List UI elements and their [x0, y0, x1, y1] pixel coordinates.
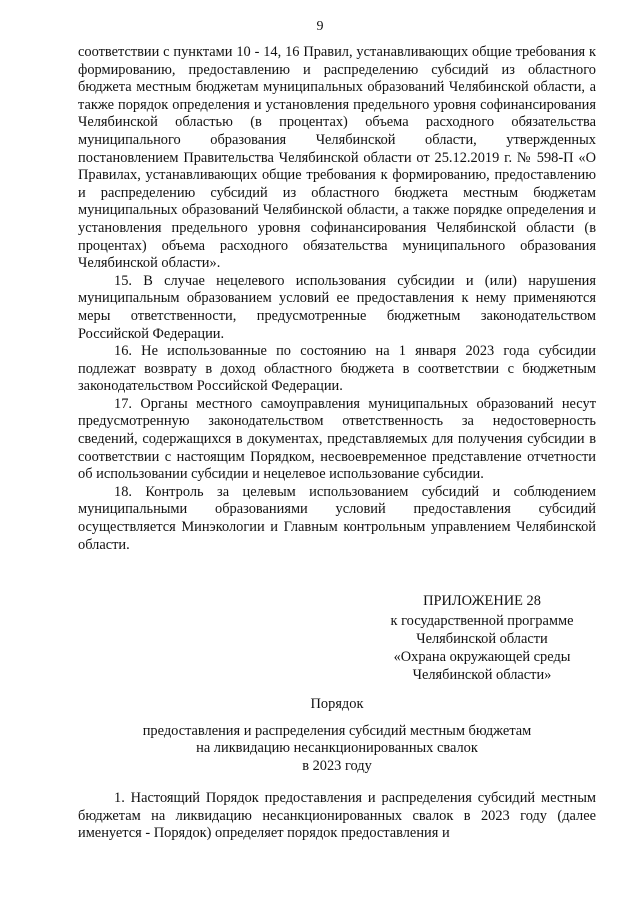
paragraph-continuation: соответствии с пунктами 10 - 14, 16 Правил, устанавливающих общие требования к формированию, предоставлению и распределению субсидий из областного бюджета местным бюджетам муниципальных образований Челябинской области, а также порядок определения и установления предельного уровня софинансирования Челябинской областью (в процентах) объема расходного обязательства муниципального образования Челябинской области, утвержденных постановлением Правительства Челябинской области от 25.12.2019 г. № 598-П «О Правилах, устанавливающих общие требования к формированию, предоставлению и распределению субсидий из областного бюджета местным бюджетам муниципальных образований Челябинской области, а также порядке определения и установления предельного уровня софинансирования Челябинской области (в процентах) объема расходного обязательства муниципального образования Челябинской области».: [78, 44, 596, 272]
appendix-line: Челябинской области: [416, 631, 548, 647]
appendix-line: Челябинской области»: [412, 667, 552, 683]
appendix-line: к государственной программе: [390, 613, 574, 629]
paragraph-17: 17. Органы местного самоуправления муниципальных образований несут предусмотренную законодательством ответственность за недостоверность сведений, содержащихся в документах, представляемых для получения субсидии в соответствии с настоящим Порядком, несвоевременное представление отчетности об использовании субсидии и нецелевое использование субсидии.: [78, 395, 596, 483]
appendix-line: «Охрана окружающей среды: [393, 649, 571, 665]
order-title-line: на ликвидацию несанкционированных свалок: [196, 740, 478, 757]
paragraph-15: 15. В случае нецелевого использования субсидии и (или) нарушения муниципальным образованием условий ее предоставления к нему применяются меры ответственности, предусмотренные бюджетным законодательством Российской Федерации.: [78, 272, 596, 342]
appendix-title: ПРИЛОЖЕНИЕ 28: [423, 593, 541, 609]
paragraph-18: 18. Контроль за целевым использованием субсидий и соблюдением муниципальными образованиями условий предоставления субсидий осуществляется Минэкологии и Главным контрольным управлением Челябинской области.: [78, 483, 596, 553]
order-title-block: [78, 696, 596, 775]
appendix-header: [368, 592, 596, 684]
order-paragraph-1: 1. Настоящий Порядок предоставления и распределения субсидий местным бюджетам на ликвидацию несанкционированных свалок в 2023 году (далее именуется - Порядок) определяет порядок предоставления и: [78, 790, 596, 842]
order-title-line: в 2023 году: [302, 757, 372, 774]
paragraph-16: 16. Не использованные по состоянию на 1 января 2023 года субсидии подлежат возврату в доход областного бюджета в соответствии с бюджетным законодательством Российской Федерации.: [78, 343, 596, 395]
order-body: [78, 790, 596, 843]
order-title-line: предоставления и распределения субсидий местным бюджетам: [142, 722, 532, 739]
order-heading: Порядок: [310, 696, 364, 712]
document-body: [78, 44, 596, 554]
page-number: 9: [316, 19, 324, 34]
